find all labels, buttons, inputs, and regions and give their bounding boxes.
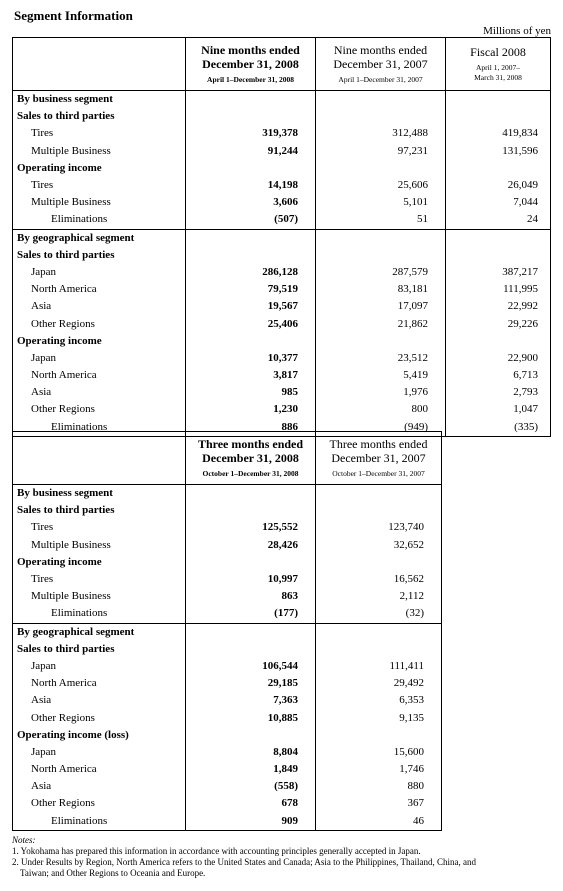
- row-label: Japan: [13, 350, 186, 367]
- subheading-row: [13, 333, 551, 350]
- row-label: Japan: [13, 264, 186, 281]
- row-label: North America: [13, 761, 186, 778]
- value-cell: 32,652: [316, 537, 442, 554]
- row-label: Multiple Business: [13, 194, 186, 211]
- table-row: [13, 588, 442, 605]
- section-heading-row: [13, 229, 551, 247]
- value-cell: 387,217: [446, 264, 551, 281]
- value-cell: 800: [316, 401, 446, 418]
- value-cell: 10,377: [186, 350, 316, 367]
- subheading-row: [13, 247, 551, 264]
- value-cell: 985: [186, 384, 316, 401]
- table-row: [13, 125, 551, 142]
- value-cell: 111,411: [316, 658, 442, 675]
- empty-cell: [446, 91, 551, 109]
- table-row: [13, 143, 551, 160]
- unit-label: Millions of yen: [483, 25, 551, 37]
- table-row: [13, 658, 442, 675]
- empty-cell: [186, 229, 316, 247]
- subheading: Sales to third parties: [13, 641, 186, 658]
- table-row: [13, 675, 442, 692]
- table-row: [13, 281, 551, 298]
- value-cell: 22,900: [446, 350, 551, 367]
- value-cell: 10,997: [186, 571, 316, 588]
- empty-cell: [186, 91, 316, 109]
- value-cell: 111,995: [446, 281, 551, 298]
- value-cell: 131,596: [446, 143, 551, 160]
- value-cell: 29,226: [446, 315, 551, 332]
- row-label: Tires: [13, 177, 186, 194]
- value-cell: 3,817: [186, 367, 316, 384]
- column-header: [316, 38, 446, 91]
- section-heading: By geographical segment: [13, 623, 186, 641]
- empty-cell: [186, 333, 316, 350]
- table-row: [13, 813, 442, 831]
- column-header-title: Nine months ended: [333, 43, 428, 57]
- subheading: Sales to third parties: [13, 247, 186, 264]
- column-header-period: October 1–December 31, 2007: [332, 469, 425, 478]
- header-blank: [13, 432, 186, 485]
- notes: [12, 835, 557, 879]
- value-cell: 25,406: [186, 315, 316, 332]
- row-label: Multiple Business: [13, 537, 186, 554]
- value-cell: 125,552: [186, 519, 316, 536]
- empty-cell: [316, 554, 442, 571]
- note-2-continued: Taiwan; and Other Regions to Oceania and Europe.: [20, 868, 206, 878]
- value-cell: 22,992: [446, 298, 551, 315]
- value-cell: 367: [316, 795, 442, 812]
- empty-cell: [446, 160, 551, 177]
- value-cell: 3,606: [186, 194, 316, 211]
- table-row: [13, 194, 551, 211]
- row-label: North America: [13, 367, 186, 384]
- value-cell: (335): [446, 419, 551, 437]
- empty-cell: [316, 485, 442, 503]
- table-row: [13, 795, 442, 812]
- value-cell: 287,579: [316, 264, 446, 281]
- column-header-date: December 31, 2007: [333, 57, 428, 71]
- subheading-row: [13, 727, 442, 744]
- table-row: [13, 298, 551, 315]
- column-header-period: October 1–December 31, 2008: [202, 469, 299, 478]
- empty-cell: [446, 247, 551, 264]
- subheading-row: [13, 108, 551, 125]
- value-cell: 21,862: [316, 315, 446, 332]
- table-row: [13, 315, 551, 332]
- empty-cell: [186, 108, 316, 125]
- value-cell: 23,512: [316, 350, 446, 367]
- value-cell: 1,746: [316, 761, 442, 778]
- empty-cell: [186, 727, 316, 744]
- value-cell: 46: [316, 813, 442, 831]
- value-cell: 1,230: [186, 401, 316, 418]
- subheading: Operating income: [13, 160, 186, 177]
- value-cell: 312,488: [316, 125, 446, 142]
- table-row: [13, 384, 551, 401]
- row-label: Eliminations: [13, 419, 186, 437]
- empty-cell: [446, 108, 551, 125]
- value-cell: 97,231: [316, 143, 446, 160]
- column-header: [446, 38, 551, 91]
- row-label: Eliminations: [13, 211, 186, 229]
- row-label: Asia: [13, 692, 186, 709]
- header-blank: [13, 38, 186, 91]
- subheading: Operating income (loss): [13, 727, 186, 744]
- column-header-date: December 31, 2008: [202, 451, 299, 465]
- value-cell: 106,544: [186, 658, 316, 675]
- empty-cell: [186, 623, 316, 641]
- value-cell: (949): [316, 419, 446, 437]
- subheading: Operating income: [13, 333, 186, 350]
- table-row: [13, 744, 442, 761]
- row-label: Other Regions: [13, 709, 186, 726]
- table-row: [13, 264, 551, 281]
- page-title: Segment Information: [14, 8, 133, 23]
- value-cell: 123,740: [316, 519, 442, 536]
- section-heading-row: [13, 91, 551, 109]
- row-label: Multiple Business: [13, 143, 186, 160]
- value-cell: 863: [186, 588, 316, 605]
- value-cell: 886: [186, 419, 316, 437]
- row-label: North America: [13, 281, 186, 298]
- table-row: [13, 709, 442, 726]
- row-label: Other Regions: [13, 315, 186, 332]
- value-cell: 28,426: [186, 537, 316, 554]
- column-header-date: December 31, 2008: [202, 57, 299, 71]
- note-1: 1. Yokohama has prepared this information in accordance with accounting principles generally accepted in Japan.: [12, 846, 421, 856]
- subheading-row: [13, 641, 442, 658]
- table-row: [13, 605, 442, 623]
- table-row: [13, 692, 442, 709]
- value-cell: 10,885: [186, 709, 316, 726]
- column-header: [186, 432, 316, 485]
- note-2: 2. Under Results by Region, North America refers to the United States and Canada; Asia to the Philippines, Thailand, China, and: [12, 857, 476, 867]
- value-cell: 678: [186, 795, 316, 812]
- row-label: North America: [13, 675, 186, 692]
- empty-cell: [316, 641, 442, 658]
- row-label: Tires: [13, 125, 186, 142]
- table-row: [13, 778, 442, 795]
- value-cell: 880: [316, 778, 442, 795]
- header-row: [13, 432, 442, 485]
- value-cell: 419,834: [446, 125, 551, 142]
- value-cell: 24: [446, 211, 551, 229]
- row-label: Multiple Business: [13, 588, 186, 605]
- column-header: [316, 432, 442, 485]
- empty-cell: [186, 485, 316, 503]
- section-heading: By business segment: [13, 485, 186, 503]
- value-cell: 286,128: [186, 264, 316, 281]
- value-cell: 14,198: [186, 177, 316, 194]
- table-row: [13, 537, 442, 554]
- empty-cell: [316, 160, 446, 177]
- row-label: Asia: [13, 384, 186, 401]
- subheading-row: [13, 554, 442, 571]
- value-cell: 9,135: [316, 709, 442, 726]
- column-header-title: Fiscal 2008: [470, 45, 526, 59]
- subheading: Operating income: [13, 554, 186, 571]
- value-cell: 26,049: [446, 177, 551, 194]
- empty-cell: [316, 727, 442, 744]
- value-cell: 1,849: [186, 761, 316, 778]
- value-cell: 29,185: [186, 675, 316, 692]
- empty-cell: [446, 229, 551, 247]
- value-cell: 8,804: [186, 744, 316, 761]
- value-cell: 16,562: [316, 571, 442, 588]
- column-header-period-end: March 31, 2008: [474, 73, 522, 82]
- row-label: Eliminations: [13, 605, 186, 623]
- row-label: Japan: [13, 744, 186, 761]
- row-label: Other Regions: [13, 401, 186, 418]
- value-cell: 51: [316, 211, 446, 229]
- three-month-segment-table: [12, 431, 442, 831]
- empty-cell: [316, 623, 442, 641]
- table-row: [13, 761, 442, 778]
- row-label: Asia: [13, 298, 186, 315]
- column-header: [186, 38, 316, 91]
- column-header-period: April 1, 2007–: [476, 63, 520, 72]
- column-header-title: Three months ended: [197, 437, 304, 451]
- empty-cell: [186, 160, 316, 177]
- table-row: [13, 367, 551, 384]
- value-cell: (32): [316, 605, 442, 623]
- value-cell: 91,244: [186, 143, 316, 160]
- empty-cell: [186, 502, 316, 519]
- value-cell: (177): [186, 605, 316, 623]
- value-cell: 7,044: [446, 194, 551, 211]
- value-cell: 1,047: [446, 401, 551, 418]
- empty-cell: [186, 641, 316, 658]
- subheading: Sales to third parties: [13, 108, 186, 125]
- subheading-row: [13, 160, 551, 177]
- empty-cell: [186, 554, 316, 571]
- column-header-period: April 1–December 31, 2007: [338, 75, 423, 84]
- row-label: Japan: [13, 658, 186, 675]
- value-cell: 29,492: [316, 675, 442, 692]
- value-cell: 909: [186, 813, 316, 831]
- value-cell: (558): [186, 778, 316, 795]
- empty-cell: [316, 247, 446, 264]
- value-cell: 319,378: [186, 125, 316, 142]
- row-label: Asia: [13, 778, 186, 795]
- column-header-date: December 31, 2007: [331, 451, 426, 465]
- column-header-title: Three months ended: [329, 437, 428, 451]
- value-cell: 15,600: [316, 744, 442, 761]
- table-row: [13, 401, 551, 418]
- value-cell: 2,793: [446, 384, 551, 401]
- value-cell: 17,097: [316, 298, 446, 315]
- empty-cell: [316, 502, 442, 519]
- row-label: Other Regions: [13, 795, 186, 812]
- section-heading-row: [13, 485, 442, 503]
- table-row: [13, 571, 442, 588]
- table-row: [13, 350, 551, 367]
- table-row: [13, 211, 551, 229]
- row-label: Tires: [13, 571, 186, 588]
- empty-cell: [316, 333, 446, 350]
- empty-cell: [186, 247, 316, 264]
- row-label: Tires: [13, 519, 186, 536]
- section-heading: By geographical segment: [13, 229, 186, 247]
- subheading-row: [13, 502, 442, 519]
- empty-cell: [316, 91, 446, 109]
- section-heading-row: [13, 623, 442, 641]
- column-header-period: April 1–December 31, 2008: [207, 75, 294, 84]
- value-cell: 5,419: [316, 367, 446, 384]
- value-cell: (507): [186, 211, 316, 229]
- header-row: [13, 38, 551, 91]
- nine-month-segment-table: [12, 37, 551, 437]
- empty-cell: [316, 229, 446, 247]
- row-label: Eliminations: [13, 813, 186, 831]
- value-cell: 2,112: [316, 588, 442, 605]
- value-cell: 6,353: [316, 692, 442, 709]
- subheading: Sales to third parties: [13, 502, 186, 519]
- value-cell: 83,181: [316, 281, 446, 298]
- table-row: [13, 519, 442, 536]
- empty-cell: [316, 108, 446, 125]
- notes-heading: Notes:: [12, 835, 36, 845]
- column-header-title: Nine months ended: [201, 43, 300, 57]
- table-row: [13, 177, 551, 194]
- value-cell: 19,567: [186, 298, 316, 315]
- section-heading: By business segment: [13, 91, 186, 109]
- value-cell: 25,606: [316, 177, 446, 194]
- value-cell: 7,363: [186, 692, 316, 709]
- value-cell: 1,976: [316, 384, 446, 401]
- value-cell: 6,713: [446, 367, 551, 384]
- value-cell: 5,101: [316, 194, 446, 211]
- empty-cell: [446, 333, 551, 350]
- value-cell: 79,519: [186, 281, 316, 298]
